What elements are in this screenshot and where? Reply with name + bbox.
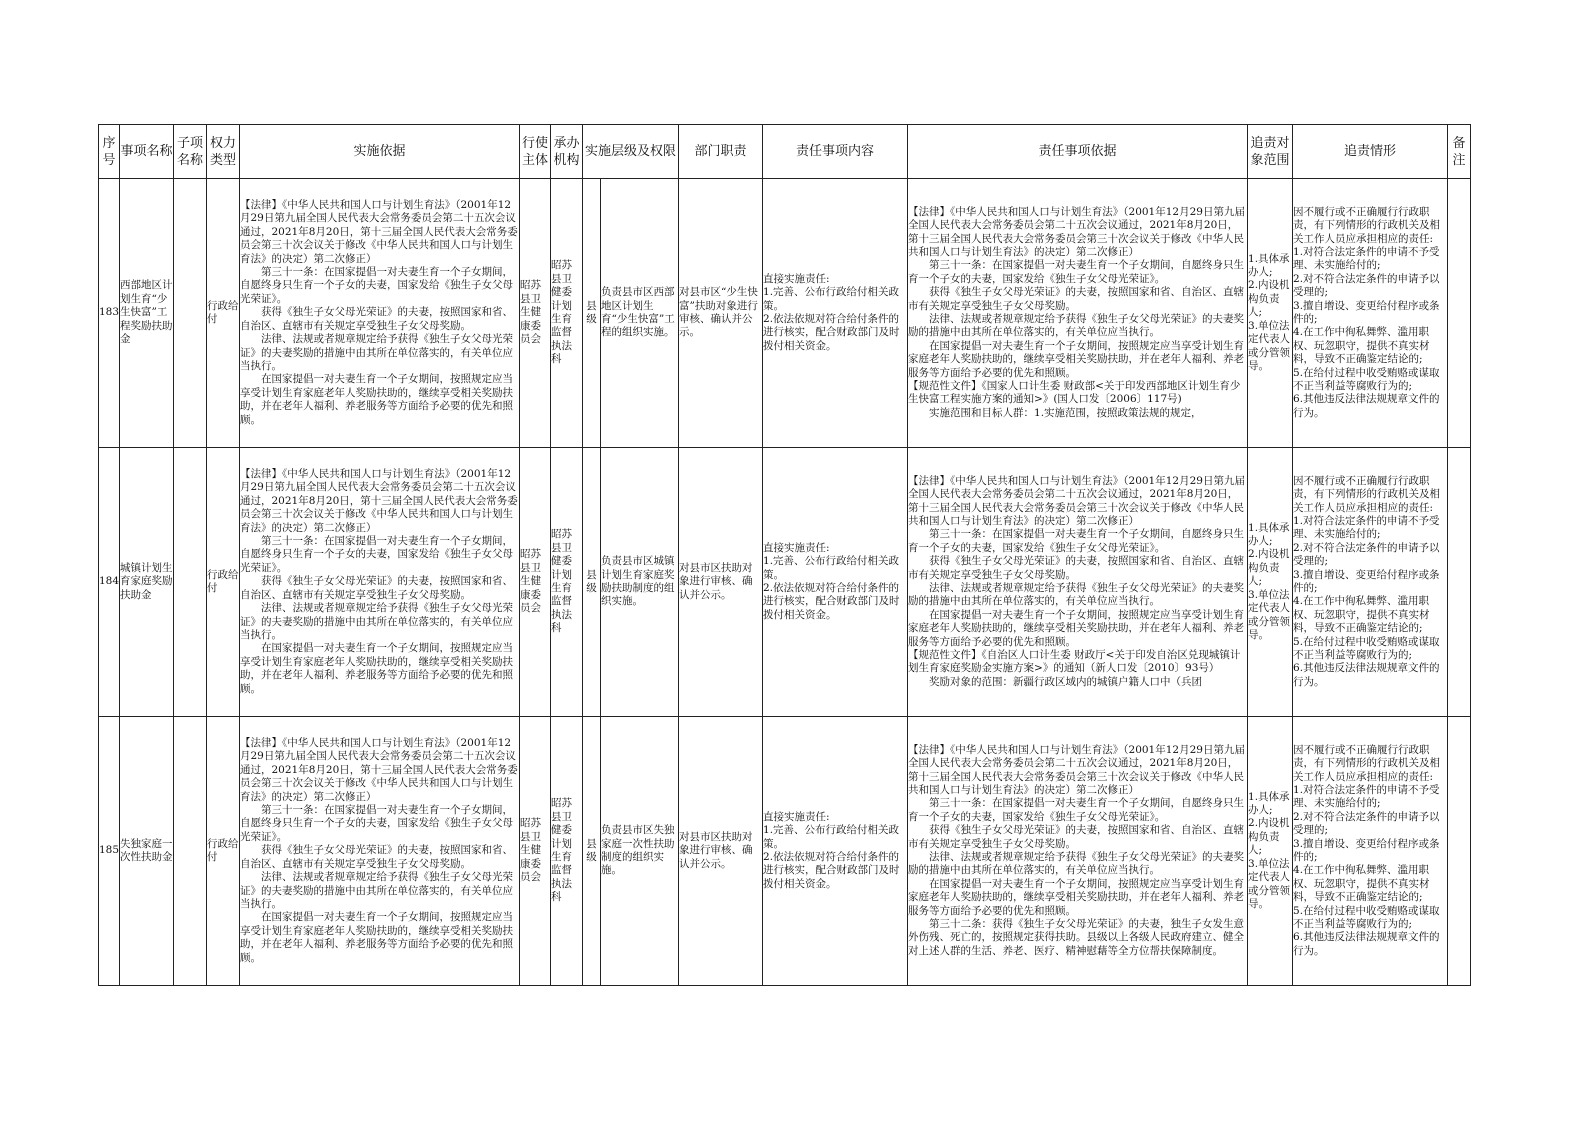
row-power-type — [207, 717, 240, 986]
row-basis-paragraph: 法律、法规或者规章规定给予获得《独生子女父母光荣证》的夫妻奖励的措施中由其所在单位落实的，有关单位应当执行。 — [240, 602, 513, 641]
row-basis-paragraph: 第三十一条：在国家提倡一对夫妻生育一个子女期间，自愿终身只生育一个子女的夫妻，国家发给《独生子女父母光荣证》。 — [240, 804, 513, 843]
header-basis: 实施依据 — [240, 125, 520, 179]
row-level-scope-content: 负责县市区西部地区计划生育“少生快富”工程的组织实施。 — [601, 286, 675, 339]
row-subject-content: 昭苏县卫生健康委员会 — [520, 817, 541, 884]
row-level-content: 县级 — [586, 837, 597, 863]
row-resp-basis — [908, 448, 1248, 717]
header-item-name: 事项名称 — [120, 125, 174, 179]
header-resp-content: 责任事项内容 — [763, 125, 908, 179]
row-resp-basis-paragraph: 获得《独生子女父母光荣证》的夫妻，按照国家和省、自治区、直辖市有关规定享受独生子女父母奖励。 — [908, 824, 1245, 850]
row-account-cases-content: 因不履行或不正确履行行政职责，有下列情形的行政机关及相关工作人员应承担相应的责任: 1.对符合法定条件的申请不予受理、未实施给付的; 2.对不符合法定条件的申请予以受理的; 3.擅自增设、变更给付程序或条件的; 4.在工作中徇私舞弊、滥用职权、玩忽职守，提供不真实材料，导致不正确鉴定结论的; 5.在给付过程中收受贿赂或谋取不正当利益等腐败行为的; 6.其他违反法律法规规章文件的行为。 — [1293, 474, 1441, 688]
header-power-type: 权力类型 — [207, 125, 240, 179]
row-account-scope-content: 1.具体承办人; 2.内设机构负责人; 3.单位法定代表人或分管领导。 — [1248, 790, 1291, 910]
row-resp-basis-paragraph: 法律、法规或者规章规定给予获得《独生子女父母光荣证》的夫妻奖励的措施中由其所在单位落实的，有关单位应当执行。 — [908, 313, 1245, 339]
row-subject — [520, 717, 551, 986]
row-account-scope — [1248, 717, 1293, 986]
row-organizer — [551, 179, 583, 448]
row-seq — [99, 717, 120, 986]
row-remark — [1448, 448, 1471, 717]
row-resp-content — [763, 717, 908, 986]
row-basis-paragraph: 获得《独生子女父母光荣证》的夫妻，按照国家和省、自治区、直辖市有关规定享受独生子女父母奖励。 — [240, 575, 513, 601]
row-resp-basis-paragraph: 实施范围和目标人群：1.实施范围，按照政策法规的规定， — [929, 406, 1202, 419]
row-basis — [240, 179, 520, 448]
row-resp-basis-paragraph: 获得《独生子女父母光荣证》的夫妻，按照国家和省、自治区、直辖市有关规定享受独生子女父母奖励。 — [908, 555, 1245, 581]
row-power-type — [207, 179, 240, 448]
row-basis — [240, 717, 520, 986]
row-power-type-content: 行政给付 — [207, 568, 239, 594]
row-seq-content: 184 — [99, 575, 119, 588]
row-sub-item — [174, 179, 207, 448]
row-level — [583, 448, 601, 717]
row-subject — [520, 179, 551, 448]
row-sub-item — [174, 717, 207, 986]
row-account-cases — [1293, 179, 1448, 448]
row-level-scope-content: 负责县市区失独家庭一次性扶助制度的组织实施。 — [601, 824, 675, 877]
row-resp-basis-paragraph: 【规范性文件】《自治区人口计生委 财政厅<关于印发自治区兑现城镇计划生育家庭奖励金实施方案>》的通知（新人口发〔2010〕93号） — [908, 649, 1241, 675]
row-account-cases — [1293, 448, 1448, 717]
header-organizer: 承办机构 — [551, 125, 583, 179]
table-row — [99, 448, 1471, 717]
row-basis-paragraph: 在国家提倡一对夫妻生育一个子女期间，按照规定应当享受计划生育家庭老年人奖励扶助的，继续享受相关奖励扶助，并在老年人福利、养老服务等方面给予必要的优先和照顾。 — [240, 911, 513, 964]
row-basis-paragraph: 第三十一条：在国家提倡一对夫妻生育一个子女期间，自愿终身只生育一个子女的夫妻，国家发给《独生子女父母光荣证》。 — [240, 266, 513, 305]
row-resp-basis-paragraph: 在国家提倡一对夫妻生育一个子女期间，按照规定应当享受计划生育家庭老年人奖励扶助的，继续享受相关奖励扶助，并在老年人福利、养老服务等方面给予必要的优先和照顾。 — [908, 877, 1245, 917]
header-subject: 行使主体 — [520, 125, 551, 179]
header-seq: 序号 — [99, 125, 120, 179]
row-resp-basis-paragraph: 【法律】《中华人民共和国人口与计划生育法》（2001年12月29日第九届全国人民代表大会常务委员会第二十五次会议通过，2021年8月20日，第十三届全国人民代表大会常务委员会第三十次会议关于修改《中华人民共和国人口与计划生育法》的决定）第二次修正） — [908, 205, 1245, 258]
row-basis-content — [240, 179, 519, 447]
row-remark — [1448, 717, 1471, 986]
table-row — [99, 179, 1471, 448]
row-basis-paragraph: 获得《独生子女父母光荣证》的夫妻，按照国家和省、自治区、直辖市有关规定享受独生子女父母奖励。 — [240, 844, 513, 870]
row-resp-basis-paragraph: 法律、法规或者规章规定给予获得《独生子女父母光荣证》的夫妻奖励的措施中由其所在单位落实的，有关单位应当执行。 — [908, 582, 1245, 608]
row-resp-basis-paragraph: 第三十二条：获得《独生子女父母光荣证》的夫妻，独生子女发生意外伤残、死亡的，按照规定获得扶助。县级以上各级人民政府建立、健全对上述人群的生活、养老、医疗、精神慰藉等全方位帮扶保障制度。 — [908, 918, 1245, 957]
row-organizer — [551, 448, 583, 717]
row-account-scope — [1248, 179, 1293, 448]
row-account-cases-content: 因不履行或不正确履行行政职责，有下列情形的行政机关及相关工作人员应承担相应的责任: 1.对符合法定条件的申请不予受理、未实施给付的; 2.对不符合法定条件的申请予以受理的; 3.擅自增设、变更给付程序或条件的; 4.在工作中徇私舞弊、滥用职权、玩忽职守，提供不真实材料，导致不正确鉴定结论的; 5.在给付过程中收受贿赂或谋取不正当利益等腐败行为的; 6.其他违反法律法规规章文件的行为。 — [1293, 205, 1441, 419]
header-account-scope: 追责对象范围 — [1248, 125, 1293, 179]
row-sub-item — [174, 448, 207, 717]
header-level: 实施层级及权限 — [583, 125, 679, 179]
header-account-cases: 追责情形 — [1293, 125, 1448, 179]
row-remark — [1448, 179, 1471, 448]
row-basis-paragraph: 法律、法规或者规章规定给予获得《独生子女父母光荣证》的夫妻奖励的措施中由其所在单位落实的，有关单位应当执行。 — [240, 333, 513, 372]
row-dept-duty — [679, 717, 763, 986]
row-level-scope — [601, 179, 679, 448]
row-basis-paragraph: 在国家提倡一对夫妻生育一个子女期间，按照规定应当享受计划生育家庭老年人奖励扶助的，继续享受相关奖励扶助，并在老年人福利、养老服务等方面给予必要的优先和照顾。 — [240, 642, 513, 695]
row-resp-content — [763, 179, 908, 448]
row-dept-duty — [679, 179, 763, 448]
row-basis-paragraph: 【法律】《中华人民共和国人口与计划生育法》（2001年12月29日第九届全国人民代表大会常务委员会第二十五次会议通过，2021年8月20日，第十三届全国人民代表大会常务委员会第三十次会议关于修改《中华人民共和国人口与计划生育法》的决定）第二次修正） — [240, 468, 518, 534]
row-resp-basis-paragraph: 在国家提倡一对夫妻生育一个子女期间，按照规定应当享受计划生育家庭老年人奖励扶助的，继续享受相关奖励扶助，并在老年人福利、养老服务等方面给予必要的优先和照顾。 — [908, 608, 1245, 648]
row-item-name-content: 西部地区计划生育“少生快富”工程奖励扶助金 — [120, 279, 173, 346]
row-resp-basis-paragraph: 法律、法规或者规章规定给予获得《独生子女父母光荣证》的夫妻奖励的措施中由其所在单位落实的，有关单位应当执行。 — [908, 851, 1245, 877]
header-sub-item: 子项名称 — [174, 125, 207, 179]
power-list-table — [98, 124, 1471, 986]
row-sub-item-content — [174, 448, 206, 716]
row-subject-content: 昭苏县卫生健康委员会 — [520, 279, 541, 346]
row-remark-content — [1448, 179, 1470, 447]
row-organizer-content: 昭苏县卫健委计划生育监督执法科 — [551, 259, 572, 366]
row-seq — [99, 179, 120, 448]
row-resp-basis-content — [908, 448, 1247, 716]
row-level-content: 县级 — [586, 568, 597, 594]
row-account-scope-content: 1.具体承办人; 2.内设机构负责人; 3.单位法定代表人或分管领导。 — [1248, 252, 1291, 372]
row-organizer — [551, 717, 583, 986]
row-power-type — [207, 448, 240, 717]
row-seq-content: 183 — [99, 306, 119, 319]
row-basis-paragraph: 【法律】《中华人民共和国人口与计划生育法》（2001年12月29日第九届全国人民代表大会常务委员会第二十五次会议通过，2021年8月20日，第十三届全国人民代表大会常务委员会第三十次会议关于修改《中华人民共和国人口与计划生育法》的决定）第二次修正） — [240, 737, 518, 803]
row-resp-basis-paragraph: 【法律】《中华人民共和国人口与计划生育法》（2001年12月29日第九届全国人民代表大会常务委员会第二十五次会议通过，2021年8月20日，第十三届全国人民代表大会常务委员会第三十次会议关于修改《中华人民共和国人口与计划生育法》的决定）第二次修正） — [908, 474, 1245, 527]
row-basis-paragraph: 【法律】《中华人民共和国人口与计划生育法》（2001年12月29日第九届全国人民代表大会常务委员会第二十五次会议通过，2021年8月20日，第十三届全国人民代表大会常务委员会第三十次会议关于修改《中华人民共和国人口与计划生育法》的决定）第二次修正） — [240, 199, 518, 265]
row-dept-duty — [679, 448, 763, 717]
row-level-scope — [601, 448, 679, 717]
row-resp-content-content: 直接实施责任: 1.完善、公布行政给付相关政策。 2.依法依规对符合给付条件的进行核实，配合财政部门及时拨付相关资金。 — [763, 810, 900, 890]
row-resp-basis-paragraph: 【法律】《中华人民共和国人口与计划生育法》（2001年12月29日第九届全国人民代表大会常务委员会第二十五次会议通过，2021年8月20日，第十三届全国人民代表大会常务委员会第三十次会议关于修改《中华人民共和国人口与计划生育法》的决定）第二次修正） — [908, 743, 1245, 796]
row-dept-duty-content: 对县市区“少生快富”扶助对象进行审核、确认并公示。 — [679, 286, 758, 339]
header-dept-duty: 部门职责 — [679, 125, 763, 179]
table-row — [99, 717, 1471, 986]
row-account-scope — [1248, 448, 1293, 717]
row-basis — [240, 448, 520, 717]
row-resp-basis — [908, 179, 1248, 448]
row-dept-duty-content: 对县市区扶助对象进行审核、确认并公示。 — [679, 830, 753, 870]
row-item-name — [120, 448, 174, 717]
row-resp-basis-content — [908, 179, 1247, 447]
row-resp-basis — [908, 717, 1248, 986]
row-basis-paragraph: 法律、法规或者规章规定给予获得《独生子女父母光荣证》的夫妻奖励的措施中由其所在单位落实的，有关单位应当执行。 — [240, 871, 513, 910]
row-item-name-content: 失独家庭一次性扶助金 — [120, 837, 173, 863]
row-organizer-content: 昭苏县卫健委计划生育监督执法科 — [551, 528, 572, 635]
row-resp-basis-paragraph: 第三十一条：在国家提倡一对夫妻生育一个子女期间，自愿终身只生育一个子女的夫妻，国家发给《独生子女父母光荣证》。 — [908, 528, 1245, 554]
row-remark-content — [1448, 448, 1470, 716]
row-power-type-content: 行政给付 — [207, 837, 239, 863]
row-account-scope-content: 1.具体承办人; 2.内设机构负责人; 3.单位法定代表人或分管领导。 — [1248, 521, 1291, 641]
row-resp-basis-content — [908, 717, 1247, 985]
row-basis-content — [240, 717, 519, 985]
row-resp-basis-paragraph: 在国家提倡一对夫妻生育一个子女期间，按照规定应当享受计划生育家庭老年人奖励扶助的，继续享受相关奖励扶助，并在老年人福利、养老服务等方面给予必要的优先和照顾。 — [908, 339, 1245, 379]
row-item-name — [120, 717, 174, 986]
row-resp-basis-paragraph: 第三十一条：在国家提倡一对夫妻生育一个子女期间，自愿终身只生育一个子女的夫妻，国家发给《独生子女父母光荣证》。 — [908, 797, 1245, 823]
row-resp-basis-paragraph: 第三十一条：在国家提倡一对夫妻生育一个子女期间，自愿终身只生育一个子女的夫妻，国家发给《独生子女父母光荣证》。 — [908, 259, 1245, 285]
row-resp-content-content: 直接实施责任: 1.完善、公布行政给付相关政策。 2.依法依规对符合给付条件的进行核实，配合财政部门及时拨付相关资金。 — [763, 272, 900, 352]
row-resp-basis-paragraph: 奖励对象的范围：新疆行政区域内的城镇户籍人口中（兵团 — [929, 675, 1203, 688]
table-header-row — [99, 125, 1471, 179]
row-remark-content — [1448, 717, 1470, 985]
row-level-content: 县级 — [586, 299, 597, 325]
row-resp-basis-paragraph: 获得《独生子女父母光荣证》的夫妻，按照国家和省、自治区、直辖市有关规定享受独生子女父母奖励。 — [908, 286, 1245, 312]
row-organizer-content: 昭苏县卫健委计划生育监督执法科 — [551, 797, 572, 904]
header-remark: 备注 — [1448, 125, 1471, 179]
row-basis-paragraph: 第三十一条：在国家提倡一对夫妻生育一个子女期间，自愿终身只生育一个子女的夫妻，国家发给《独生子女父母光荣证》。 — [240, 535, 513, 574]
row-level — [583, 717, 601, 986]
row-item-name-content: 城镇计划生育家庭奖励扶助金 — [120, 561, 173, 601]
row-seq — [99, 448, 120, 717]
row-basis-content — [240, 448, 519, 716]
row-item-name — [120, 179, 174, 448]
row-seq-content: 185 — [99, 844, 119, 857]
row-resp-content-content: 直接实施责任: 1.完善、公布行政给付相关政策。 2.依法依规对符合给付条件的进行核实，配合财政部门及时拨付相关资金。 — [763, 541, 900, 621]
row-basis-paragraph: 在国家提倡一对夫妻生育一个子女期间，按照规定应当享受计划生育家庭老年人奖励扶助的，继续享受相关奖励扶助，并在老年人福利、养老服务等方面给予必要的优先和照顾。 — [240, 373, 513, 426]
row-level-scope-content: 负责县市区城镇计划生育家庭奖励扶助制度的组织实施。 — [601, 555, 675, 608]
row-power-type-content: 行政给付 — [207, 299, 239, 325]
row-subject — [520, 448, 551, 717]
row-dept-duty-content: 对县市区扶助对象进行审核、确认并公示。 — [679, 561, 753, 601]
header-resp-basis: 责任事项依据 — [908, 125, 1248, 179]
row-account-cases — [1293, 717, 1448, 986]
row-subject-content: 昭苏县卫生健康委员会 — [520, 548, 541, 615]
row-resp-basis-paragraph: 【规范性文件】《国家人口计生委 财政部<关于印发西部地区计划生育少生快富工程实施方案的通知>》(国人口发〔2006〕117号) — [908, 380, 1241, 406]
row-basis-paragraph: 获得《独生子女父母光荣证》的夫妻，按照国家和省、自治区、直辖市有关规定享受独生子女父母奖励。 — [240, 306, 513, 332]
row-account-cases-content: 因不履行或不正确履行行政职责，有下列情形的行政机关及相关工作人员应承担相应的责任: 1.对符合法定条件的申请不予受理、未实施给付的; 2.对不符合法定条件的申请予以受理的; 3.擅自增设、变更给付程序或条件的; 4.在工作中徇私舞弊、滥用职权、玩忽职守，提供不真实材料，导致不正确鉴定结论的; 5.在给付过程中收受贿赂或谋取不正当利益等腐败行为的; 6.其他违反法律法规规章文件的行为。 — [1293, 743, 1441, 957]
row-level — [583, 179, 601, 448]
row-sub-item-content — [174, 717, 206, 985]
row-level-scope — [601, 717, 679, 986]
row-sub-item-content — [174, 179, 206, 447]
row-resp-content — [763, 448, 908, 717]
